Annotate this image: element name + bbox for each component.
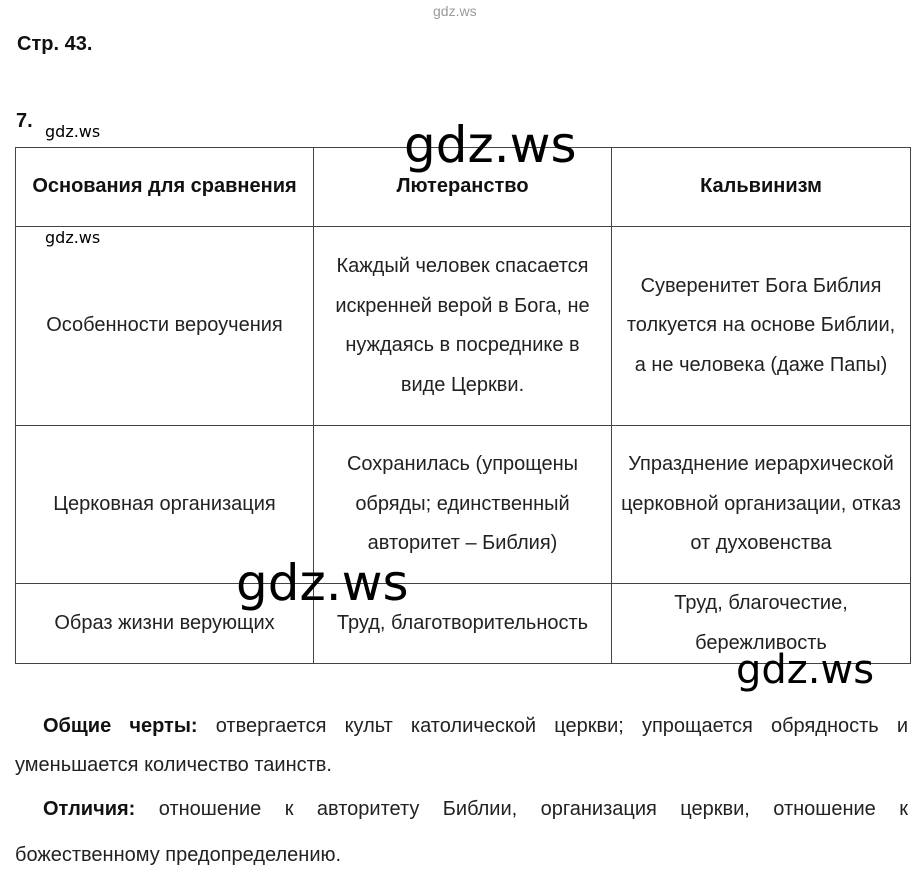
common-features-label: Общие черты: bbox=[43, 715, 198, 737]
watermark-top: gdz.ws bbox=[433, 3, 477, 19]
lutheranism-cell: Каждый человек спасается искренней верой в Бога, не нуждаясь в посреднике в виде Церкви. bbox=[314, 227, 612, 426]
lutheranism-cell: Сохранилась (упрощены обряды; единственный авторитет – Библия) bbox=[314, 426, 612, 584]
watermark-large: gdz.ws bbox=[404, 116, 577, 174]
calvinism-cell: Упразднение иерархической церковной организации, отказ от духовенства bbox=[612, 426, 911, 584]
table-row bbox=[16, 426, 911, 584]
comparison-table bbox=[15, 147, 911, 664]
watermark-small: gdz.ws bbox=[45, 122, 101, 141]
calvinism-cell: Суверенитет Бога Библия толкуется на основе Библии, а не человека (даже Папы) bbox=[612, 227, 911, 426]
lutheranism-cell: Труд, благотворительность bbox=[314, 584, 612, 664]
common-features-text: отвергается культ католической церкви; упрощается обрядность и уменьшается количество таинств. bbox=[15, 715, 909, 776]
row-label: Образ жизни верующих bbox=[16, 584, 314, 664]
page-reference: Стр. 43. bbox=[17, 33, 93, 55]
calvinism-cell: Труд, благочестие, бережливость bbox=[612, 584, 911, 664]
common-features-paragraph bbox=[15, 707, 908, 785]
watermark-small: gdz.ws bbox=[45, 228, 101, 247]
column-header-lutheranism: Лютеранство bbox=[314, 148, 612, 227]
differences-text: отношение к авторитету Библии, организация церкви, отношение к божественному предопределению. bbox=[15, 798, 908, 866]
column-header-basis: Основания для сравнения bbox=[16, 148, 314, 227]
watermark-large: gdz.ws bbox=[236, 554, 409, 612]
row-label: Церковная организация bbox=[16, 426, 314, 584]
differences-paragraph bbox=[15, 786, 908, 878]
table-row bbox=[16, 227, 911, 426]
column-header-calvinism: Кальвинизм bbox=[612, 148, 911, 227]
task-number: 7. bbox=[16, 110, 33, 132]
row-label: Особенности вероучения bbox=[16, 227, 314, 426]
watermark-medium: gdz.ws bbox=[736, 647, 875, 693]
differences-label: Отличия: bbox=[43, 798, 136, 820]
